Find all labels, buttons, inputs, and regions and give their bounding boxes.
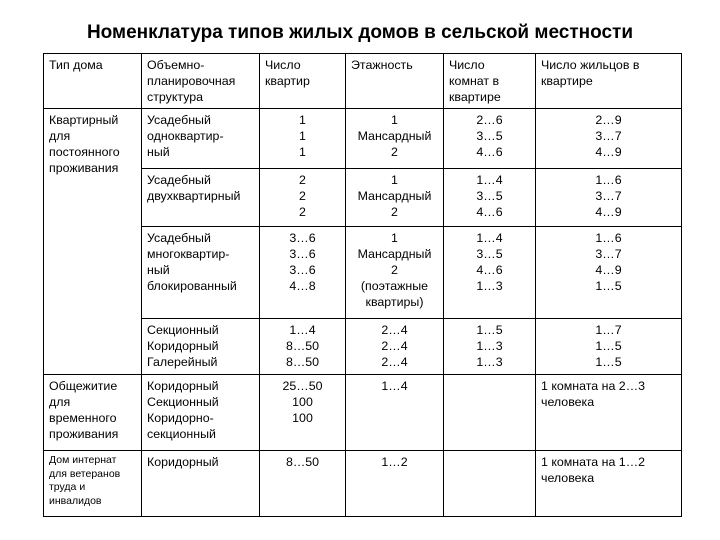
- structure-cell: Коридорный: [142, 451, 260, 517]
- floors-cell: 1 Мансардный 2: [346, 109, 444, 169]
- header-floors: Этажность: [346, 54, 444, 109]
- apartments-cell: 8…50: [260, 451, 346, 517]
- house-type-cell: Общежитие для временного проживания: [44, 375, 142, 451]
- residents-cell: 1 комната на 1…2 человека: [536, 451, 682, 517]
- structure-cell: Секционный Коридорный Галерейный: [142, 319, 260, 375]
- house-type-cell: Квартирный для постоянного проживания: [44, 109, 142, 375]
- rooms-cell: 1…4 3…5 4…6: [444, 169, 536, 227]
- apartments-cell: 3…6 3…6 3…6 4…8: [260, 227, 346, 319]
- header-structure: Объемно- планировочная структура: [142, 54, 260, 109]
- header-type: Тип дома: [44, 54, 142, 109]
- structure-cell: Усадебный многоквартир- ный блокированный: [142, 227, 260, 319]
- header-apartments: Число квартир: [260, 54, 346, 109]
- residents-cell: 1 комната на 2…3 человека: [536, 375, 682, 451]
- structure-cell: Усадебный одноквартир- ный: [142, 109, 260, 169]
- residents-cell: 1…6 3…7 4…9 1…5: [536, 227, 682, 319]
- residents-cell: 2…9 3…7 4…9: [536, 109, 682, 169]
- rooms-cell: 2…6 3…5 4…6: [444, 109, 536, 169]
- rooms-cell: 1…4 3…5 4…6 1…3: [444, 227, 536, 319]
- header-row: [44, 54, 682, 109]
- apartments-cell: 2 2 2: [260, 169, 346, 227]
- structure-cell: Усадебный двухквартирный: [142, 169, 260, 227]
- structure-cell: Коридорный Секционный Коридорно- секционный: [142, 375, 260, 451]
- residents-cell: 1…7 1…5 1…5: [536, 319, 682, 375]
- rooms-cell: [444, 451, 536, 517]
- rooms-cell: [444, 375, 536, 451]
- floors-cell: 1…2: [346, 451, 444, 517]
- floors-cell: 2…4 2…4 2…4: [346, 319, 444, 375]
- table-row: [44, 109, 682, 169]
- apartments-cell: 1…4 8…50 8…50: [260, 319, 346, 375]
- floors-cell: 1 Мансардный 2: [346, 169, 444, 227]
- header-residents: Число жильцов в квартире: [536, 54, 682, 109]
- floors-cell: 1…4: [346, 375, 444, 451]
- residents-cell: 1…6 3…7 4…9: [536, 169, 682, 227]
- apartments-cell: 25…50 100 100: [260, 375, 346, 451]
- rooms-cell: 1…5 1…3 1…3: [444, 319, 536, 375]
- page-title: Номенклатура типов жилых домов в сельской местности: [86, 22, 634, 43]
- header-rooms: Число комнат в квартире: [444, 54, 536, 109]
- table-row: [44, 451, 682, 517]
- house-type-cell: Дом интернат для ветеранов труда и инвалидов: [44, 451, 142, 517]
- table-row: [44, 375, 682, 451]
- apartments-cell: 1 1 1: [260, 109, 346, 169]
- nomenclature-table: [43, 53, 682, 517]
- floors-cell: 1 Мансардный 2 (поэтажные квартиры): [346, 227, 444, 319]
